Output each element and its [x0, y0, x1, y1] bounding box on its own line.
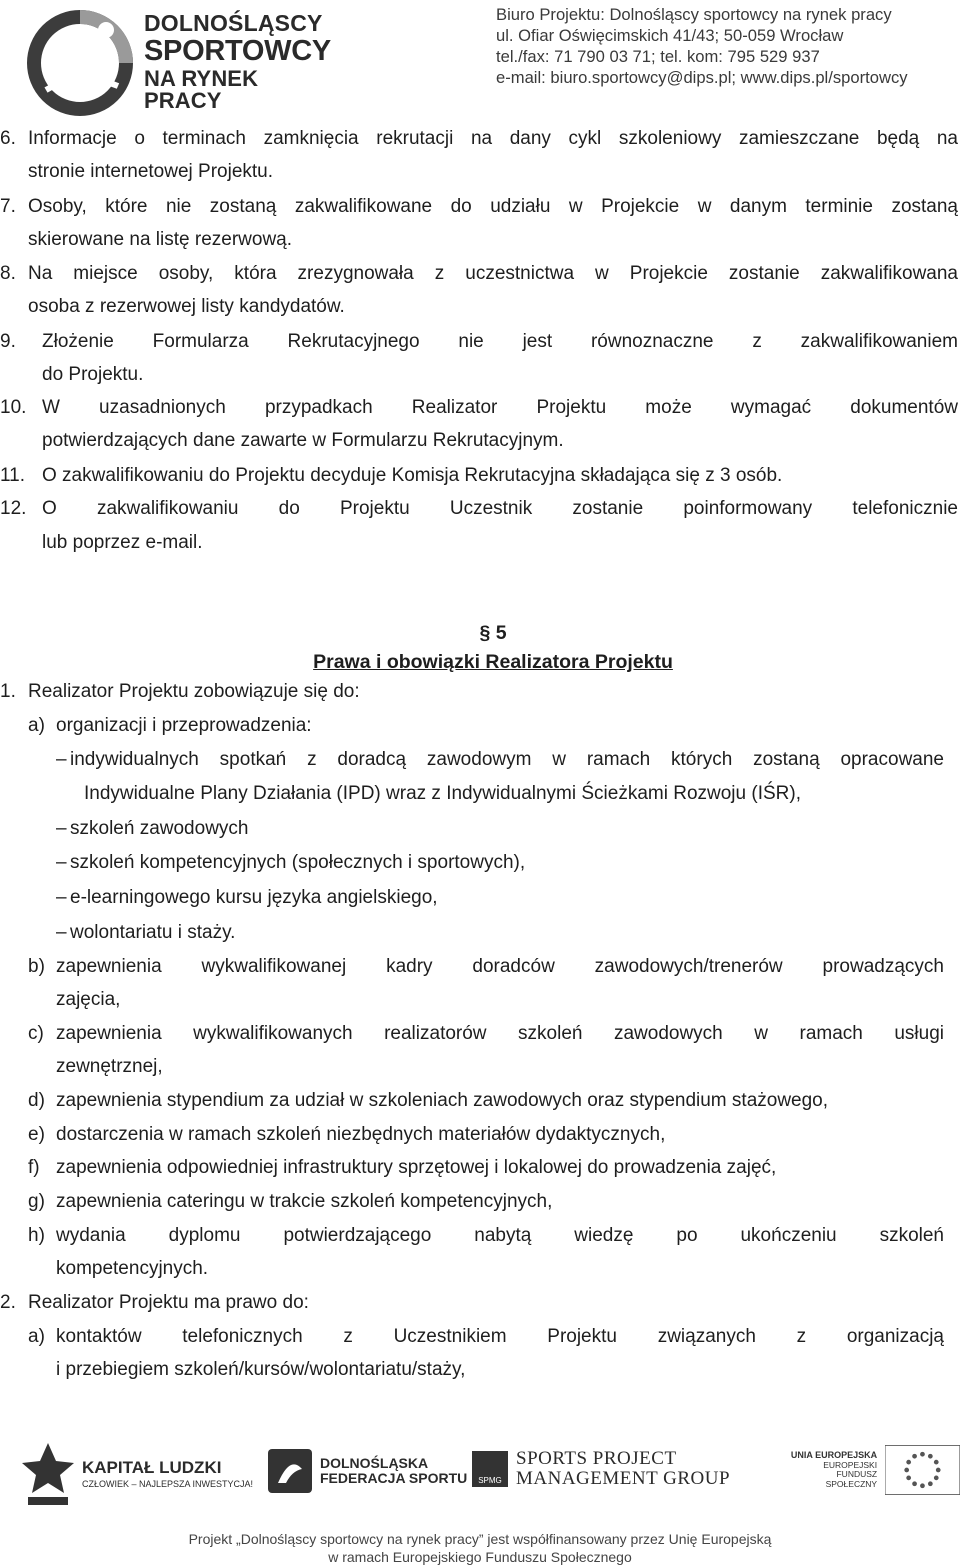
item-line: Złożenie Formularza Rekrutacyjnego nie jest równoznaczne z zakwalifikowaniem — [42, 331, 958, 352]
item-line: potwierdzających dane zawarte w Formularzu Rekrutacyjnym. — [42, 430, 564, 451]
item-line: O zakwalifikowaniu do Projektu Uczestnik zostanie poinformowany telefonicznie — [42, 498, 958, 519]
dash-item-line: Indywidualne Plany Działania (IPD) wraz z Indywidualnymi Ścieżkami Rozwoju (IŚR), — [84, 783, 801, 804]
item-number: 11. — [0, 465, 26, 486]
logo-line: KAPITAŁ LUDZKI — [82, 1457, 222, 1477]
sub-label: a) — [28, 1326, 45, 1347]
logo-line: SPORTS PROJECT — [516, 1448, 677, 1469]
logo-line: EUROPEJSKI — [823, 1459, 878, 1470]
eu-logo — [784, 1445, 960, 1495]
item-line: Informacje o terminach zamknięcia rekrutacji na dany cykl szkoleniowy zamieszczane będą na — [28, 128, 958, 149]
sub-item-line: zapewnienia odpowiedniej infrastruktury sprzętowej i lokalowej do prowadzenia zajęć, — [56, 1157, 777, 1178]
dash-icon: – — [56, 852, 67, 873]
sub-item-line: zapewnienia cateringu w trakcie szkoleń kompetencyjnych, — [56, 1191, 553, 1212]
sub-label: h) — [28, 1225, 45, 1246]
sub-label: g) — [28, 1191, 45, 1212]
sub-label: d) — [28, 1090, 45, 1111]
sub-label: a) — [28, 715, 45, 736]
item-number: 12. — [0, 498, 27, 519]
sub-item-line: zapewnienia wykwalifikowanych realizatorów szkoleń zawodowych w ramach usługi — [56, 1023, 944, 1044]
logo-line: DOLNOŚLĄSKA — [320, 1454, 429, 1471]
item-number: 1. — [0, 681, 16, 702]
item-line: O zakwalifikowaniu do Projektu decyduje Komisja Rekrutacyjna składająca się z 3 osób. — [42, 465, 783, 486]
office-line: e-mail: biuro.sportowcy@dips.pl; www.dips.pl/sportowcy — [496, 68, 908, 87]
obligations-intro: Realizator Projektu zobowiązuje się do: — [28, 681, 360, 702]
kapital-ludzki-icon — [22, 1441, 74, 1507]
spmg-logo — [472, 1449, 730, 1489]
spmg-badge: SPMG — [472, 1451, 508, 1487]
logo-line: FUNDUSZ SPOŁECZNY — [825, 1469, 878, 1489]
dash-item-line: szkoleń kompetencyjnych (społecznych i sportowych), — [70, 852, 526, 873]
dash-icon: – — [56, 922, 67, 943]
item-line: stronie internetowej Projektu. — [28, 161, 274, 182]
sub-item-line: i przebiegiem szkoleń/kursów/wolontariatu/staży, — [56, 1359, 466, 1380]
dash-item-line: wolontariatu i staży. — [70, 922, 236, 943]
sub-label: f) — [28, 1157, 40, 1178]
item-line: W uzasadnionych przypadkach Realizator Projektu może wymagać dokumentów — [42, 397, 958, 418]
item-number: 2. — [0, 1292, 16, 1313]
logo-line: FEDERACJA SPORTU — [320, 1470, 468, 1486]
sportowcy-logo-icon — [26, 10, 134, 116]
footer-note-line: w ramach Europejskiego Funduszu Społecznego — [328, 1549, 632, 1565]
footer-logos — [0, 1435, 960, 1515]
item-line: Osoby, które nie zostaną zakwalifikowane do udziału w Projekcie w danym terminie zostaną — [28, 196, 958, 217]
project-logo — [22, 6, 332, 118]
dash-item-line: szkoleń zawodowych — [70, 818, 249, 839]
section-title-text: Prawa i obowiązki Realizatora Projektu — [313, 651, 673, 673]
sub-item-line: dostarczenia w ramach szkoleń niezbędnych materiałów dydaktycznych, — [56, 1124, 666, 1145]
kapital-ludzki-logo — [22, 1441, 253, 1507]
item-number: 7. — [0, 196, 16, 217]
footer-note-line: Projekt „Dolnośląscy sportowcy na rynek pracy” jest współfinansowany przez Unię Europejską — [188, 1531, 772, 1547]
sub-item-line: zajęcia, — [56, 989, 121, 1010]
section-title — [0, 651, 960, 674]
dash-icon: – — [56, 887, 67, 908]
office-line: ul. Ofiar Oświęcimskich 41/43; 50-059 Wrocław — [496, 26, 844, 45]
dash-icon: – — [56, 818, 67, 839]
footer-note — [0, 1530, 960, 1566]
logo-line: UNIA EUROPEJSKA — [790, 1450, 878, 1461]
item-line: skierowane na listę rezerwową. — [28, 229, 293, 250]
item-number: 9. — [0, 331, 16, 352]
item-line: do Projektu. — [42, 364, 144, 385]
section-number: § 5 — [479, 622, 507, 644]
sub-item-line: organizacji i przeprowadzenia: — [56, 715, 312, 736]
sub-item-line: zewnętrznej, — [56, 1056, 163, 1077]
item-number: 8. — [0, 263, 16, 284]
rights-intro: Realizator Projektu ma prawo do: — [28, 1292, 309, 1313]
eu-flag-icon — [885, 1445, 960, 1495]
logo-line: DOLNOŚLĄSCY — [144, 10, 323, 36]
item-number: 6. — [0, 128, 16, 149]
dash-item-line: indywidualnych spotkań z doradcą zawodowym w ramach których zostaną opracowane — [70, 749, 944, 770]
sub-item-line: zapewnienia wykwalifikowanej kadry doradców zawodowych/trenerów prowadzących — [56, 956, 944, 977]
dfs-logo — [268, 1449, 467, 1493]
sub-label: b) — [28, 956, 45, 977]
sub-label: e) — [28, 1124, 45, 1145]
item-line: Na miejsce osoby, która zrezygnowała z uczestnictwa w Projekcie zostanie zakwalifikowana — [28, 263, 958, 284]
logo-line: MANAGEMENT GROUP — [516, 1467, 731, 1489]
item-line: lub poprzez e-mail. — [42, 532, 203, 553]
sub-label: c) — [28, 1023, 44, 1044]
sub-item-line: kompetencyjnych. — [56, 1258, 209, 1279]
logo-line: NA RYNEK PRACY — [144, 66, 259, 113]
item-number: 10. — [0, 397, 27, 418]
sub-item-line: zapewnienia stypendium za udział w szkoleniach zawodowych oraz stypendium stażowego, — [56, 1090, 829, 1111]
sub-item-line: kontaktów telefonicznych z Uczestnikiem Projektu związanych z organizacją — [56, 1326, 944, 1347]
dash-item-line: e-learningowego kursu języka angielskiego, — [70, 887, 438, 908]
sub-item-line: wydania dyplomu potwierdzającego nabytą wiedzę po ukończeniu szkoleń — [56, 1225, 944, 1246]
dash-icon: – — [56, 749, 67, 770]
office-contact — [496, 4, 946, 88]
logo-line: SPORTOWCY — [144, 35, 331, 67]
dfs-icon — [268, 1449, 312, 1493]
office-line: Biuro Projektu: Dolnośląscy sportowcy na rynek pracy — [496, 5, 892, 24]
logo-text — [144, 10, 332, 112]
logo-line: CZŁOWIEK – NAJLEPSZA INWESTYCJA! — [82, 1478, 254, 1489]
item-line: osoba z rezerwowej listy kandydatów. — [28, 296, 345, 317]
office-line: tel./fax: 71 790 03 71; tel. kom: 795 529 937 — [496, 47, 820, 66]
